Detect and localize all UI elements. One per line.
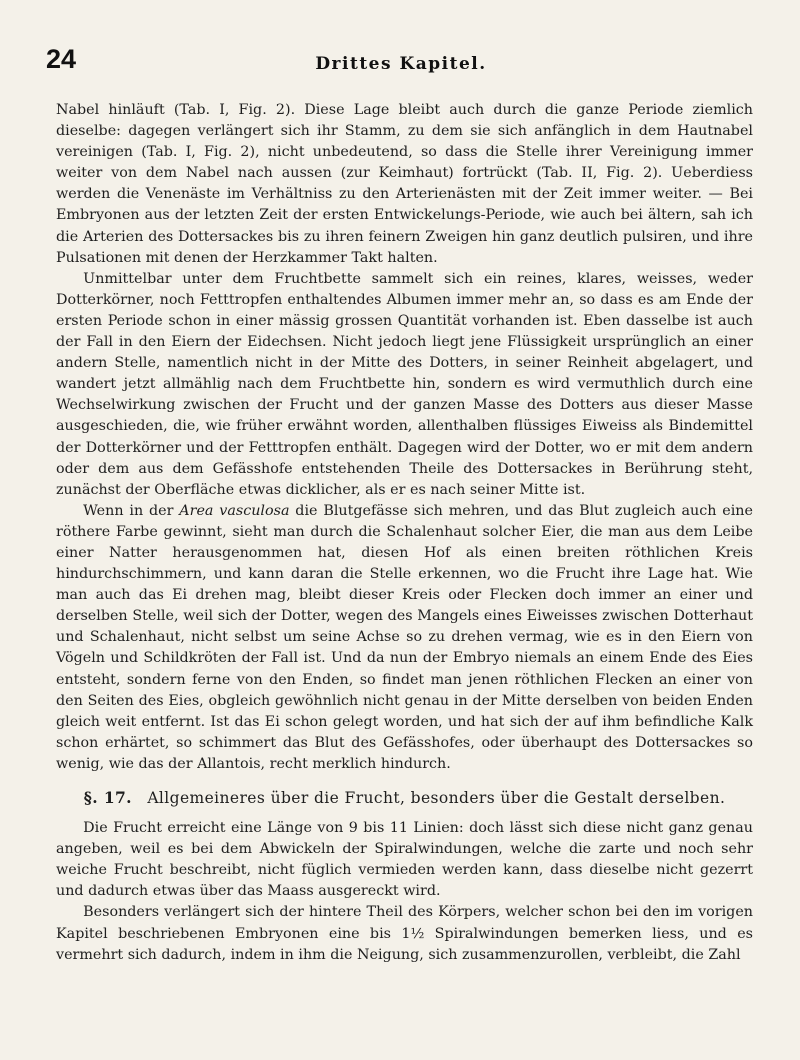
section-title: Allgemeineres über die Frucht, besonders über die Gestalt derselben. [147, 789, 726, 807]
paragraph-4: Die Frucht erreicht eine Länge von 9 bis 11 Linien: doch lässt sich diese nicht ganz genau angeben, weil es bei dem Abwickeln der Spiralwindungen, welche die zarte und noch sehr weiche Frucht beschreibt, nicht füglich vermieden werden kann, dass dieselbe nicht gezerrt und dadurch etwas über das Maass ausgereckt wird. [56, 820, 753, 900]
area-vasculosa-term: Area vasculosa [179, 502, 290, 519]
running-head [46, 44, 756, 84]
paragraph-1: Nabel hinläuft (Tab. I, Fig. 2). Diese Lage bleibt auch durch die ganze Periode ziemlich dieselbe: dagegen verlängert sich ihr Stamm, zu dem sie sich anfänglich in dem Hautnabel vereinigen (Tab. I, Fig. 2), nicht unbedeutend, so dass die Stelle ihrer Vereinigung immer weiter von dem Nabel nach aussen (zur Keimhaut) fortrückt (Tab. II, Fig. 2). Ueberdiess werden die Venenäste im Verhältniss zu den Arterienästen mit der Zeit immer weiter. — Bei Embryonen aus der letzten Zeit der ersten Entwickelungs-Periode, wie auch bei ältern, sah ich die Arterien des Dottersackes bis zu ihren feinern Zweigen hin ganz deutlich pulsiren, und ihre Pulsationen mit denen der Herzkammer Takt halten. [56, 102, 753, 266]
paragraph-3 [56, 501, 753, 775]
section-heading [56, 787, 753, 809]
paragraph-3-start: Wenn in der [83, 502, 180, 519]
paragraph-5: Besonders verlängert sich der hintere Theil des Körpers, welcher schon bei den im vorigen Kapitel beschriebenen Embryonen eine bis 1½ Spiralwindungen bemerken liess, und es vermehrt sich dadurch, indem in ihm die Neigung, sich zusammenzurollen, verbleibt, die Zahl [56, 904, 753, 963]
paragraph-2: Unmittelbar unter dem Fruchtbette sammelt sich ein reines, klares, weisses, weder Dotterkörner, noch Fetttropfen enthaltendes Albumen immer mehr an, so dass es am Ende der ersten Periode schon in einer mässig grossen Quantität vorhanden ist. Eben dasselbe ist auch der Fall in den Eiern der Eidechsen. Nicht jedoch liegt jene Flüssigkeit ursprünglich an einer andern Stelle, namentlich nicht in der Mitte des Dotters, in seiner Reinheit abgelagert, und wandert jetzt allmählig nach dem Fruchtbette hin, sondern es wird vermuthlich durch eine Wechselwirkung zwischen der Frucht und der ganzen Masse des Dotters aus dieser Masse ausgeschieden, die, wie früher erwähnt worden, allenthalben flüssiges Eiweiss als Bindemittel der Dotterkörner und der Fetttropfen enthält. Dagegen wird der Dotter, wo er mit dem andern oder dem aus dem Gefässhofe entstehenden Theile des Dottersackes in Berührung steht, zunächst der Oberfläche etwas dicklicher, als er es nach seiner Mitte ist. [56, 270, 753, 498]
paragraph-3-rest: die Blutgefässe sich mehren, und das Blut zugleich auch eine röthere Farbe gewinnt, sieht man durch die Schalenhaut solcher Eier, die man aus dem Leibe einer Natter herausgenommen hat, diesen Hof als einen breiten röthlichen Kreis hindurchschimmern, und kann daran die Stelle erkennen, wo die Frucht ihre Lage hat. Wie man auch das Ei drehen mag, bleibt dieser Kreis oder Flecken doch immer an einer und derselben Stelle, weil sich der Dotter, wegen des Mangels eines Eiweisses zwischen Dotterhaut und Schalenhaut, nicht selbst um seine Achse so zu drehen vermag, wie es in den Eiern von Vögeln und Schildkröten der Fall ist. Und da nun der Embryo niemals an einem Ende des Eies entsteht, sondern ferne von den Enden, so findet man jenen röthlichen Flecken an einer von den Seiten des Eies, obgleich gewöhnlich nicht genau in der Mitte derselben von beiden Enden gleich weit entfernt. Ist das Ei schon gelegt worden, und hat sich der auf ihm befindliche Kalk schon erhärtet, so schimmert das Blut des Gefässhofes, oder überhaupt des Dottersackes so wenig, wie das der Allantois, recht merklich hindurch. [56, 502, 753, 772]
page-number: 24 [46, 44, 77, 74]
section-number: §. 17. [83, 788, 132, 807]
chapter-header: Drittes Kapitel. [315, 54, 487, 74]
body-text [56, 100, 753, 966]
